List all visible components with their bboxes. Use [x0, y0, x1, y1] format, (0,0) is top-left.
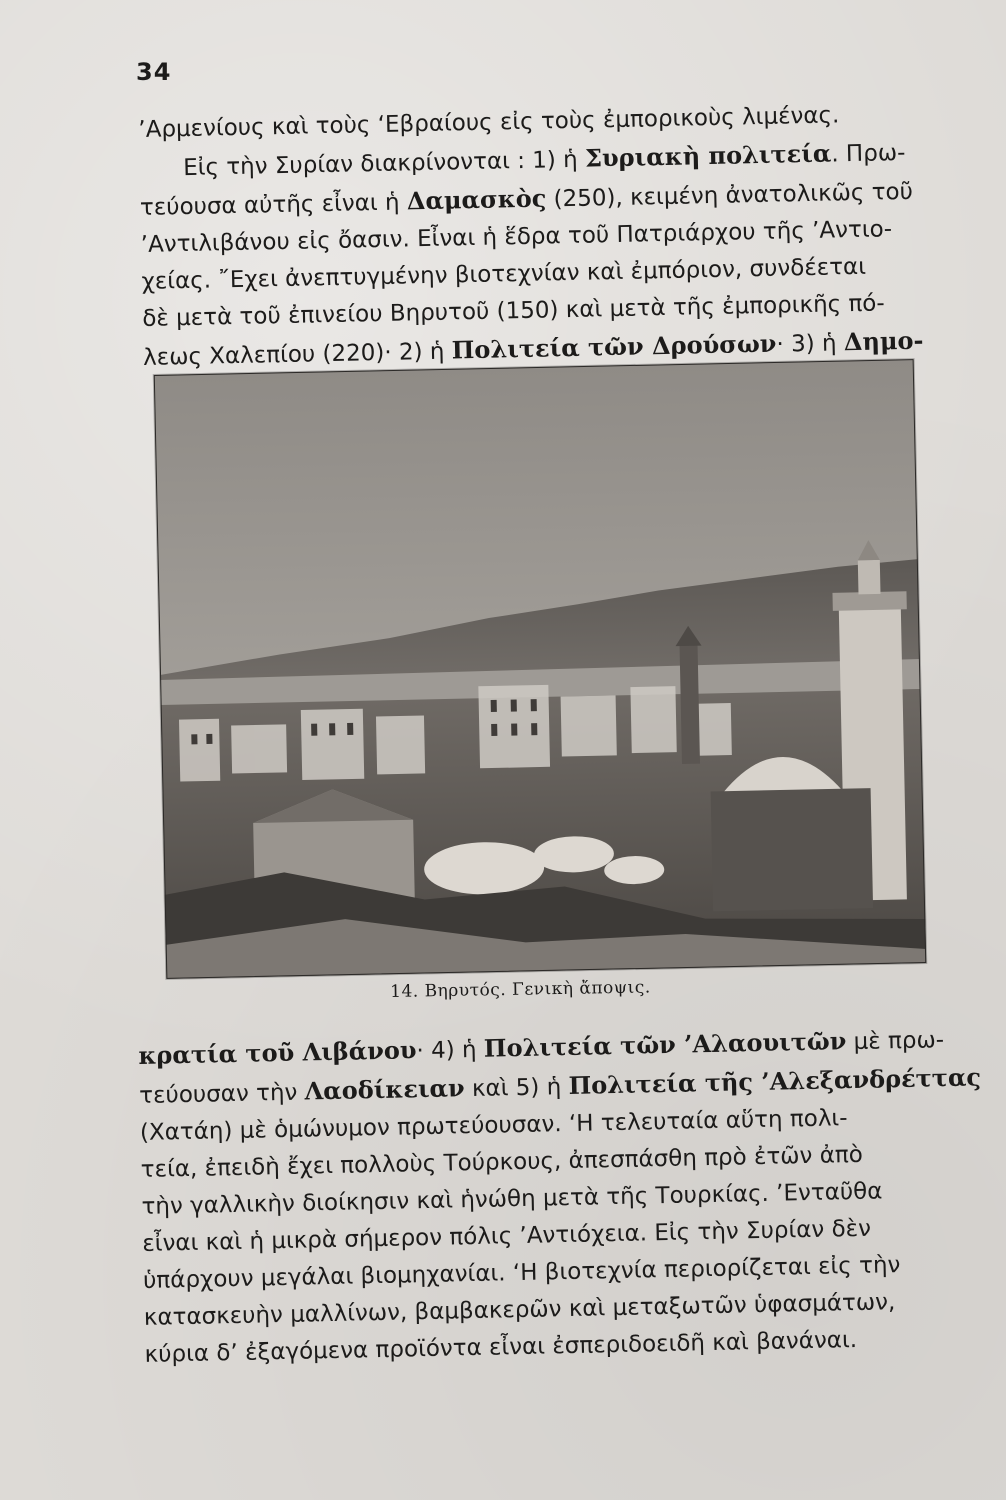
- page-number: 34: [136, 58, 172, 86]
- text-run: τεύουσαν τὴν: [138, 1079, 305, 1109]
- bold-term-alawite-state: Πολιτεία τῶν ’Αλαουιτῶν: [483, 1026, 847, 1063]
- text-run: μὲ πρω-: [846, 1027, 945, 1056]
- text-run: · 3) ἡ: [776, 330, 845, 358]
- top-paragraph: [138, 95, 955, 377]
- text-line: ’Αντιλιβάνου εἰς ὄασιν. Εἶναι ἡ ἕδρα τοῦ Πατριάρχου τῆς ’Αντιο-: [140, 216, 893, 258]
- text-line: κύρια δ’ ἐξαγόμενα προϊόντα εἶναι ἐσπεριδοειδῆ καὶ βανάναι.: [144, 1327, 858, 1368]
- figure-caption: 14. Βηρυτός. Γενικὴ ἄποψις.: [390, 977, 651, 1002]
- text-line: τὴν γαλλικὴν διοίκησιν καὶ ἡνώθη μετὰ τῆς Τουρκίας. ’Ενταῦθα: [141, 1178, 883, 1220]
- text-run: (250), κειμένη ἀνατολικῶς τοῦ: [546, 178, 914, 213]
- text-line: χείας. ῎Εχει ἀνεπτυγμένην βιοτεχνίαν καὶ ἐμπόριον, συνδέεται: [141, 253, 867, 295]
- beirut-cityscape-image: [154, 359, 926, 979]
- bold-term-druze-state: Πολιτεία τῶν Δρούσων: [451, 328, 777, 365]
- text-line: τεία, ἐπειδὴ ἔχει πολλοὺς Τούρκους, ἀπεσπάσθη πρὸ ἐτῶν ἀπὸ: [140, 1141, 864, 1183]
- bold-term-lebanon-end: κρατία τοῦ Λιβάνου: [138, 1035, 417, 1070]
- text-line: εἶναι καὶ ἡ μικρὰ σήμερον πόλις ’Αντιόχεια. Εἰς τὴν Συρίαν δὲν: [142, 1215, 872, 1257]
- text-line: δὲ μετὰ τοῦ ἐπινείου Βηρυτοῦ (150) καὶ μετὰ τῆς ἐμπορικῆς πό-: [142, 290, 885, 332]
- text-line: κατασκευὴν μαλλίνων, βαμβακερῶν καὶ μεταξωτῶν ὑφασμάτων,: [143, 1289, 896, 1331]
- text-run: τεύουσα αὐτῆς εἶναι ἡ: [139, 189, 408, 221]
- text-run: . Πρω-: [831, 139, 906, 168]
- bold-term-laodicea: Λαοδίκειαν: [304, 1073, 465, 1106]
- text-run: Εἰς τὴν Συρίαν διακρίνονται : 1) ἡ: [182, 146, 586, 182]
- bold-term-alexandretta-state: Πολιτεία τῆς ’Αλεξανδρέττας: [568, 1062, 982, 1100]
- bold-term-syrian-state: Συριακὴ πολιτεία: [584, 138, 832, 173]
- text-line: (Χατάη) μὲ ὁμώνυμον πρωτεύουσαν. ‘Η τελευταία αὕτη πολι-: [139, 1105, 848, 1146]
- text-run: καὶ 5) ἡ: [464, 1073, 569, 1103]
- text-line: ὑπάρχουν μεγάλαι βιομηχανίαι. ‘Η βιοτεχνία περιορίζεται εἰς τὴν: [142, 1252, 901, 1294]
- bold-term-lebanon-start: Δημο-: [843, 325, 924, 357]
- beirut-photograph: [154, 359, 926, 979]
- bold-term-damascus: Δαμασκὸς: [406, 183, 547, 216]
- text-run: · 4) ἡ: [416, 1036, 485, 1065]
- bottom-paragraph: [138, 1020, 982, 1374]
- text-line: ’Αρμενίους καὶ τοὺς ‘Εβραίους εἰς τοὺς ἐμπορικοὺς λιμένας.: [138, 102, 840, 143]
- text-run: λεως Χαλεπίου (220)· 2) ἡ: [142, 338, 453, 371]
